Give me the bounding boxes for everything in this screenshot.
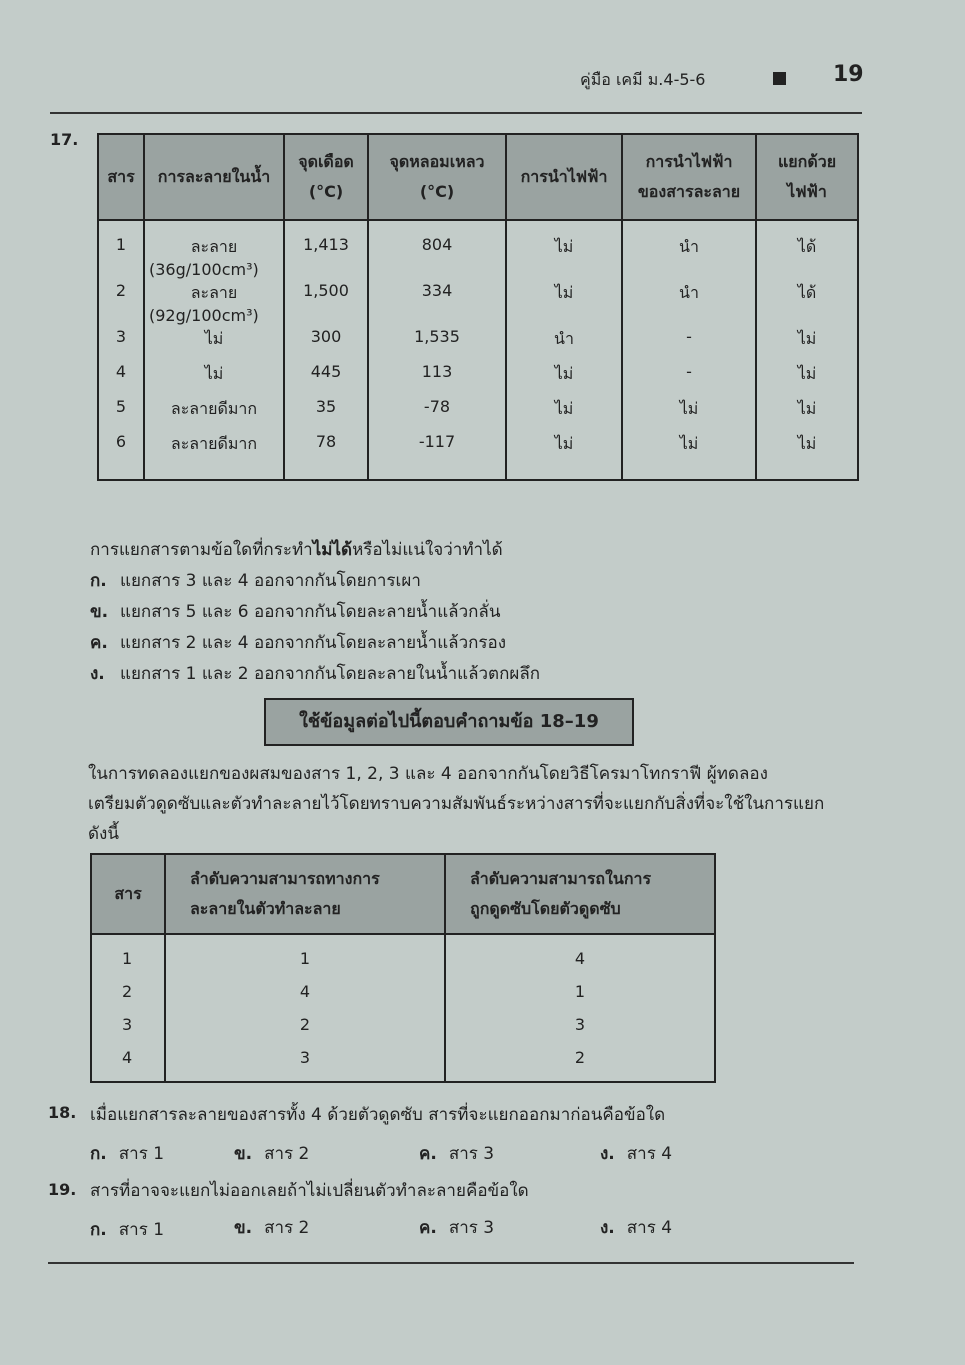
q19-number: 19. — [48, 1180, 77, 1199]
table-row — [98, 360, 858, 395]
t2-header-adsorption-rank: ลำดับความสามารถในการ ถูกดูดซับโดยตัวดูดซับ — [445, 854, 715, 934]
cell-electrolysis: ได้ — [756, 279, 858, 325]
q19-option-a: ก. สาร 1 — [90, 1220, 165, 1240]
t2-header-row — [91, 854, 715, 934]
table-row — [98, 430, 858, 480]
cell-boiling: 445 — [284, 360, 368, 395]
cell-boiling: 1,500 — [284, 279, 368, 325]
cell-solubility-rank: 1 — [165, 934, 445, 975]
table-row — [98, 220, 858, 279]
q19-option-b: ข. สาร 2 — [234, 1218, 310, 1238]
q18-option-a: ก. สาร 1 — [90, 1144, 165, 1164]
cell-substance: 4 — [91, 1041, 165, 1082]
cell-melting: 334 — [368, 279, 506, 325]
cell-melting: -117 — [368, 430, 506, 480]
cell-melting: 113 — [368, 360, 506, 395]
q19-option-d: ง. สาร 4 — [600, 1218, 673, 1238]
cell-solution-conductivity: นำ — [622, 279, 756, 325]
cell-solubility: ละลายดีมาก — [144, 430, 284, 480]
q17-question-emphasis: ไม่ได้ — [312, 540, 353, 560]
q17-header-solubility: การละลายในน้ำ — [144, 134, 284, 220]
cell-solubility: ละลาย (92g/100cm³) — [144, 279, 284, 325]
cell-solution-conductivity: - — [622, 325, 756, 360]
q18-question: เมื่อแยกสารละลายของสารทั้ง 4 ด้วยตัวดูดซับ สารที่จะแยกออกมาก่อนคือข้อใด — [90, 1105, 666, 1125]
q17-properties-table — [97, 133, 859, 481]
cell-melting: -78 — [368, 395, 506, 430]
cell-adsorption-rank: 2 — [445, 1041, 715, 1082]
cell-boiling: 35 — [284, 395, 368, 430]
cell-substance: 3 — [91, 1008, 165, 1041]
section-banner: ใช้ข้อมูลต่อไปนี้ตอบคำถามข้อ 18–19 — [264, 698, 634, 746]
cell-conductivity: นำ — [506, 325, 622, 360]
table-row — [91, 1008, 715, 1041]
cell-electrolysis: ไม่ — [756, 360, 858, 395]
cell-substance: 6 — [98, 430, 144, 480]
table-row — [91, 934, 715, 975]
cell-substance: 1 — [98, 220, 144, 279]
t2-header-solubility-rank: ลำดับความสามารถทางการ ละลายในตัวทำละลาย — [165, 854, 445, 934]
t2-header-substance: สาร — [91, 854, 165, 934]
cell-conductivity: ไม่ — [506, 395, 622, 430]
intro-line-1: ในการทดลองแยกของผสมของสาร 1, 2, 3 และ 4 ออกจากกันโดยวิธีโครมาโทกราฟี ผู้ทดลอง — [88, 764, 768, 784]
q17-header-solution-conductivity: การนำไฟฟ้า ของสารละลาย — [622, 134, 756, 220]
cell-solution-conductivity: ไม่ — [622, 430, 756, 480]
cell-solubility: ไม่ — [144, 325, 284, 360]
page-number: 19 — [833, 62, 864, 87]
cell-solution-conductivity: นำ — [622, 220, 756, 279]
cell-substance: 2 — [91, 975, 165, 1008]
cell-solubility: ละลายดีมาก — [144, 395, 284, 430]
cell-solubility-rank: 4 — [165, 975, 445, 1008]
cell-adsorption-rank: 1 — [445, 975, 715, 1008]
cell-substance: 3 — [98, 325, 144, 360]
cell-electrolysis: ไม่ — [756, 325, 858, 360]
cell-solubility-rank: 2 — [165, 1008, 445, 1041]
cell-solution-conductivity: ไม่ — [622, 395, 756, 430]
cell-melting: 1,535 — [368, 325, 506, 360]
cell-melting: 804 — [368, 220, 506, 279]
table-row — [91, 975, 715, 1008]
q17-option-c: ค. แยกสาร 2 และ 4 ออกจากกันโดยละลายน้ำแล้วกรอง — [90, 633, 507, 653]
q17-option-a: ก. แยกสาร 3 และ 4 ออกจากกันโดยการเผา — [90, 571, 421, 591]
cell-solubility-rank: 3 — [165, 1041, 445, 1082]
q17-option-b: ข. แยกสาร 5 และ 6 ออกจากกันโดยละลายน้ำแล้วกลั่น — [90, 602, 501, 622]
cell-substance: 4 — [98, 360, 144, 395]
q17-number: 17. — [50, 130, 79, 149]
table-row — [98, 279, 858, 325]
q19-question: สารที่อาจจะแยกไม่ออกเลยถ้าไม่เปลี่ยนตัวทำละลายคือข้อใด — [90, 1181, 529, 1201]
table-row — [98, 325, 858, 360]
header-rule — [50, 112, 862, 114]
intro-line-3: ดังนี้ — [88, 824, 119, 844]
book-title: คู่มือ เคมี ม.4-5-6 — [580, 70, 706, 89]
cell-substance: 1 — [91, 934, 165, 975]
cell-electrolysis: ไม่ — [756, 430, 858, 480]
cell-solubility: ไม่ — [144, 360, 284, 395]
cell-adsorption-rank: 4 — [445, 934, 715, 975]
cell-conductivity: ไม่ — [506, 360, 622, 395]
q17-header-melting: จุดหลอมเหลว (°C) — [368, 134, 506, 220]
cell-boiling: 1,413 — [284, 220, 368, 279]
q17-header-electrolysis: แยกด้วย ไฟฟ้า — [756, 134, 858, 220]
q17-header-substance: สาร — [98, 134, 144, 220]
q19-option-c: ค. สาร 3 — [419, 1218, 495, 1238]
q17-question: การแยกสารตามข้อใดที่กระทำไม่ได้หรือไม่แน่ใจว่าทำได้ — [90, 540, 503, 560]
q18-option-b: ข. สาร 2 — [234, 1144, 310, 1164]
header-square-mark — [773, 72, 786, 85]
chromatography-table — [90, 853, 716, 1083]
cell-electrolysis: ได้ — [756, 220, 858, 279]
q17-header-boiling: จุดเดือด (°C) — [284, 134, 368, 220]
cell-conductivity: ไม่ — [506, 279, 622, 325]
cell-electrolysis: ไม่ — [756, 395, 858, 430]
cell-boiling: 300 — [284, 325, 368, 360]
q18-option-c: ค. สาร 3 — [419, 1144, 495, 1164]
q18-option-d: ง. สาร 4 — [600, 1144, 673, 1164]
intro-line-2: เตรียมตัวดูดซับและตัวทำละลายไว้โดยทราบความสัมพันธ์ระหว่างสารที่จะแยกกับสิ่งที่จะใช้ในการแยก — [88, 794, 825, 814]
cell-substance: 2 — [98, 279, 144, 325]
cell-boiling: 78 — [284, 430, 368, 480]
q17-option-d: ง. แยกสาร 1 และ 2 ออกจากกันโดยละลายในน้ำแล้วตกผลึก — [90, 664, 541, 684]
cell-solubility: ละลาย (36g/100cm³) — [144, 220, 284, 279]
footer-rule — [48, 1262, 854, 1264]
cell-conductivity: ไม่ — [506, 430, 622, 480]
q18-number: 18. — [48, 1103, 77, 1122]
cell-adsorption-rank: 3 — [445, 1008, 715, 1041]
cell-substance: 5 — [98, 395, 144, 430]
q17-header-conductivity: การนำไฟฟ้า — [506, 134, 622, 220]
q17-header-row — [98, 134, 858, 220]
cell-solution-conductivity: - — [622, 360, 756, 395]
table-row — [98, 395, 858, 430]
cell-conductivity: ไม่ — [506, 220, 622, 279]
table-row — [91, 1041, 715, 1082]
